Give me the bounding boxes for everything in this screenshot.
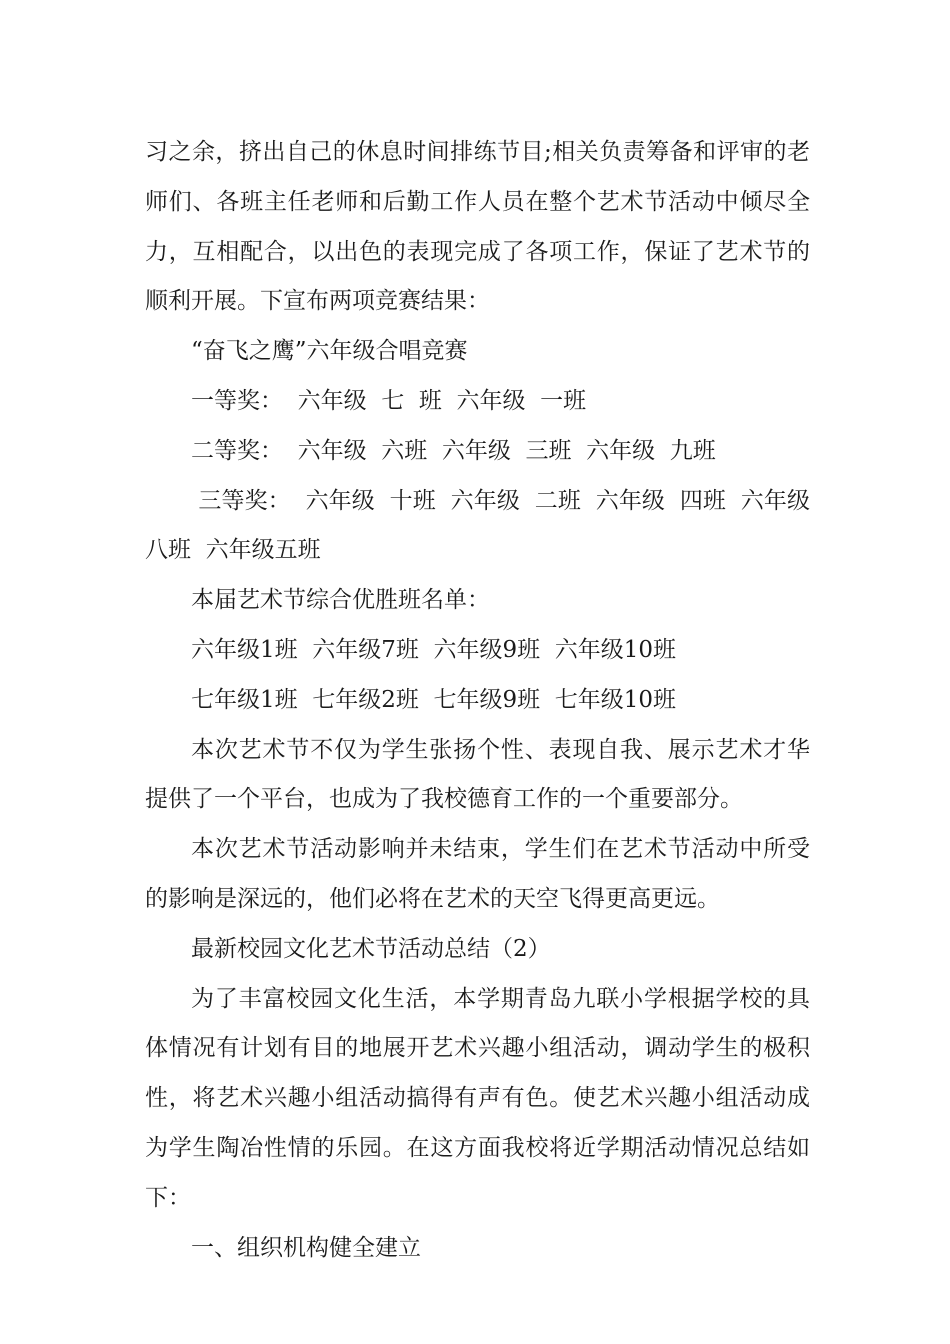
first-prize-line: 一等奖： 六年级 七 班 六年级 一班 [191,387,587,414]
grade-six-winners: 六年级1班 六年级7班 六年级9班 六年级10班 [191,636,677,663]
grade-seven-winners: 七年级1班 七年级2班 七年级9班 七年级10班 [191,686,677,713]
third-prize-line: 三等奖： 六年级 十班 六年级 二班 六年级 四班 六年级 八班 六年级五班 [145,487,825,564]
subsection-heading: 一、组织机构健全建立 [191,1234,421,1261]
document-body [145,128,825,1273]
competition-title: “奋飞之鹰”六年级合唱竞赛 [191,338,468,365]
paragraph-platform: 本次艺术节不仅为学生张扬个性、表现自我、展示艺术才华提供了一个平台，也成为了我校德育工作的一个重要部分。 [145,736,810,813]
winning-classes-heading: 本届艺术节综合优胜班名单： [191,587,490,614]
second-prize-line: 二等奖： 六年级 六班 六年级 三班 六年级 九班 [191,437,716,464]
paragraph-impact: 本次艺术节活动影响并未结束，学生们在艺术节活动中所受的影响是深远的，他们必将在艺术的天空飞得更高更远。 [145,836,810,912]
section-title: 最新校园文化艺术节活动总结（2） [191,935,551,962]
paragraph-intro: 为了丰富校园文化生活，本学期青岛九联小学根据学校的具体情况有计划有目的地展开艺术兴趣小组活动，调动学生的极积性，将艺术兴趣小组活动搞得有声有色。使艺术兴趣小组活动成为学生陶冶性情的乐园。在这方面我校将近学期活动情况总结如下： [145,985,810,1211]
paragraph-continuation: 习之余，挤出自己的休息时间排练节目;相关负责筹备和评审的老师们、各班主任老师和后勤工作人员在整个艺术节活动中倾尽全力，互相配合，以出色的表现完成了各项工作，保证了艺术节的顺利开展。下宣布两项竞赛结果： [145,139,810,315]
